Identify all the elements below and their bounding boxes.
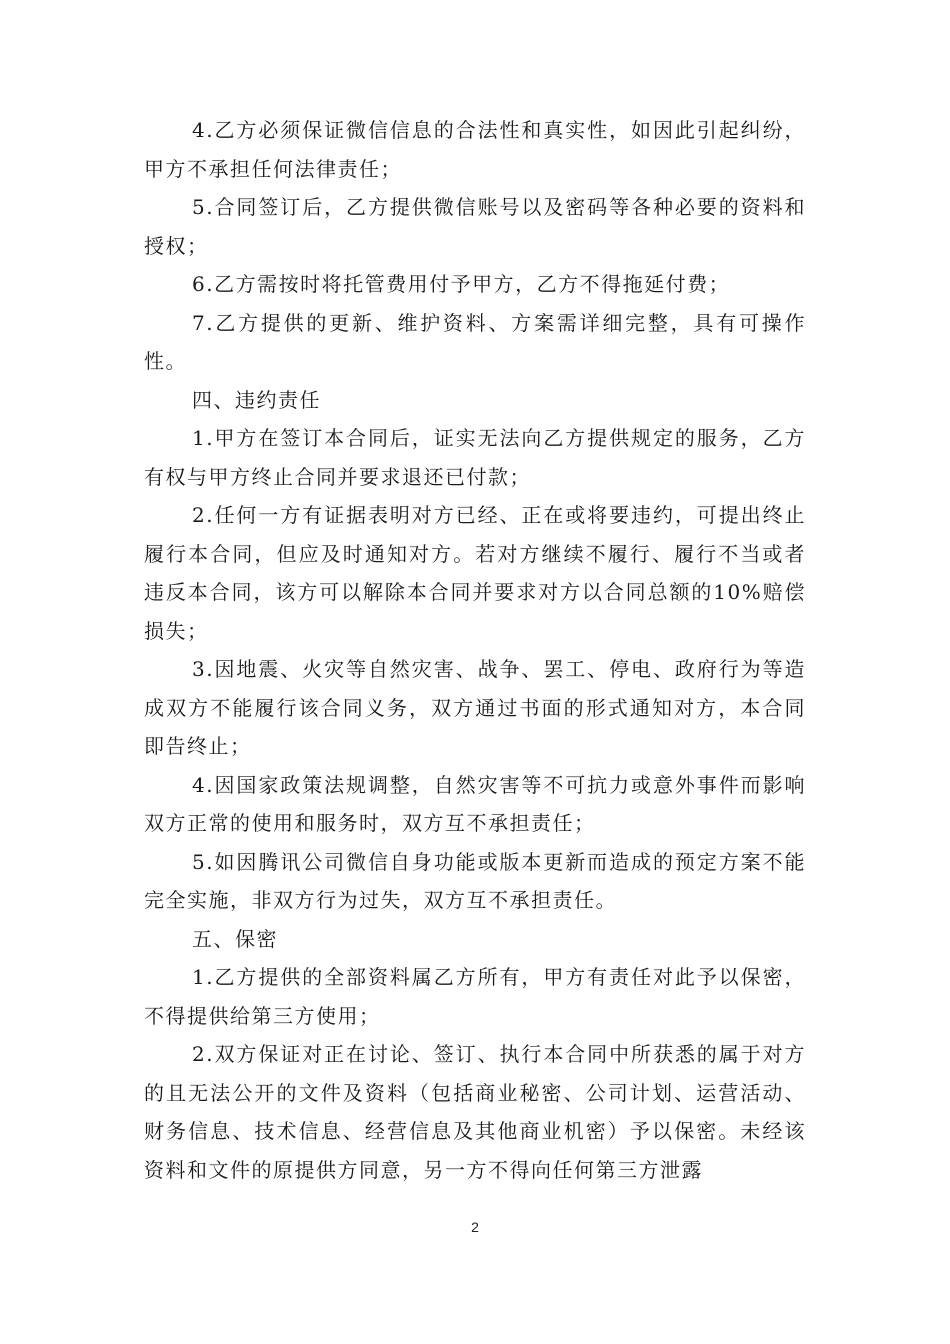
- clause-4-3: 3.因地震、火灾等自然灾害、战争、罢工、停电、政府行为等造成双方不能履行该合同义务，双方通过书面的形式通知对方，本合同即告终止；: [144, 657, 806, 758]
- clause-4-2: 2.任何一方有证据表明对方已经、正在或将要违约，可提出终止履行本合同，但应及时通知对方。若对方继续不履行、履行不当或者违反本合同，该方可以解除本合同并要求对方以合同总额的10%赔偿损失；: [144, 503, 806, 643]
- clause-3-4: 4.乙方必须保证微信信息的合法性和真实性，如因此引起纠纷，甲方不承担任何法律责任；: [144, 118, 806, 181]
- clause-3-7: 7.乙方提供的更新、维护资料、方案需详细完整，具有可操作性。: [144, 310, 806, 373]
- page-number: 2: [471, 1219, 479, 1235]
- clause-4-1: 1.甲方在签订本合同后，证实无法向乙方提供规定的服务，乙方有权与甲方终止合同并要求退还已付款；: [144, 426, 806, 489]
- clause-4-4: 4.因国家政策法规调整，自然灾害等不可抗力或意外事件而影响双方正常的使用和服务时，双方互不承担责任；: [144, 772, 806, 835]
- contract-body: [144, 111, 806, 1189]
- section-heading-confidentiality: 五、保密: [192, 926, 278, 951]
- clause-4-5: 5.如因腾讯公司微信自身功能或版本更新而造成的预定方案不能完全实施，非双方行为过失，双方互不承担责任。: [144, 849, 806, 912]
- section-heading-breach: 四、违约责任: [192, 387, 321, 412]
- clause-5-2: 2.双方保证对正在讨论、签订、执行本合同中所获悉的属于对方的且无法公开的文件及资料（包括商业秘密、公司计划、运营活动、财务信息、技术信息、经营信息及其他商业机密）予以保密。未经该资料和文件的原提供方同意，另一方不得向任何第三方泄露: [144, 1042, 806, 1182]
- clause-3-5: 5.合同签订后，乙方提供微信账号以及密码等各种必要的资料和授权；: [144, 195, 806, 258]
- clause-5-1: 1.乙方提供的全部资料属乙方所有，甲方有责任对此予以保密，不得提供给第三方使用；: [144, 965, 806, 1028]
- clause-3-6: 6.乙方需按时将托管费用付予甲方，乙方不得拖延付费；: [192, 272, 731, 296]
